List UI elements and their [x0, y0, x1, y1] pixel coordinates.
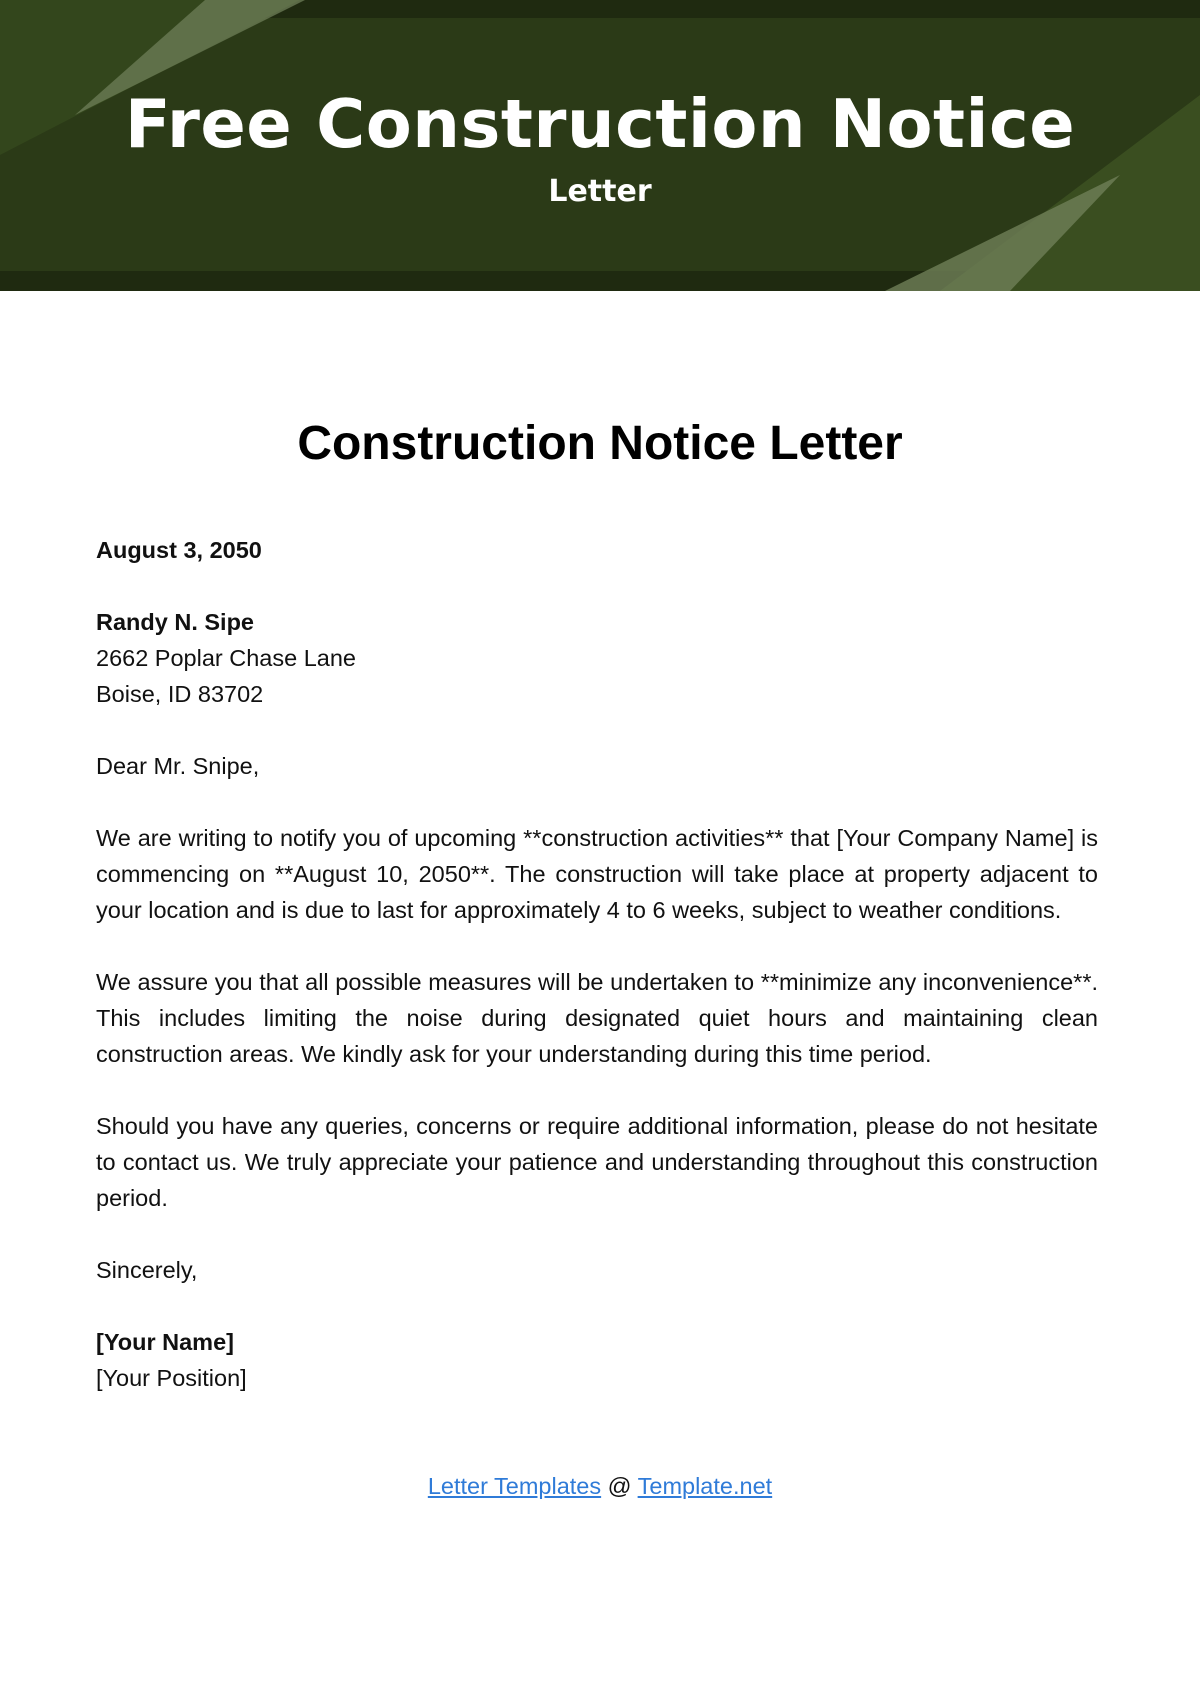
recipient-name: Randy N. Sipe [96, 609, 255, 635]
letter-body [96, 532, 1098, 1396]
footer-credit [0, 1468, 1200, 1504]
header-banner [0, 0, 1200, 291]
banner-title: Free Construction Notice [124, 85, 1076, 163]
body-paragraph-3: Should you have any queries, concerns or require additional information, please do not hesitate to contact us. We truly appreciate your patience and understanding throughout this construction period. [96, 1113, 1098, 1211]
closing: Sincerely, [96, 1257, 198, 1283]
letter-date: August 3, 2050 [96, 537, 262, 563]
letter-title: Construction Notice Letter [297, 417, 903, 470]
recipient-address-line2: Boise, ID 83702 [96, 681, 264, 707]
template-net-link[interactable]: Template.net [637, 1473, 773, 1499]
salutation: Dear Mr. Snipe, [96, 753, 260, 779]
signature-name: [Your Name] [96, 1329, 234, 1355]
banner-subtitle: Letter [548, 174, 652, 209]
letter-templates-link[interactable]: Letter Templates [427, 1473, 602, 1499]
body-paragraph-1: We are writing to notify you of upcoming **construction activities** that [Your Company Name] is commencing on **August 10, 2050**. The construction will take place at property adjacent to your location and is due to last for approximately 4 to 6 weeks, subject to weather conditions. [96, 825, 1098, 923]
recipient-address-line1: 2662 Poplar Chase Lane [96, 645, 357, 671]
body-paragraph-2: We assure you that all possible measures will be undertaken to **minimize any inconvenience**. This includes limiting the noise during designated quiet hours and maintaining clean construction areas. We kindly ask for your understanding during this time period. [96, 969, 1098, 1067]
signature-position: [Your Position] [96, 1365, 247, 1391]
footer-separator: @ [607, 1473, 632, 1499]
